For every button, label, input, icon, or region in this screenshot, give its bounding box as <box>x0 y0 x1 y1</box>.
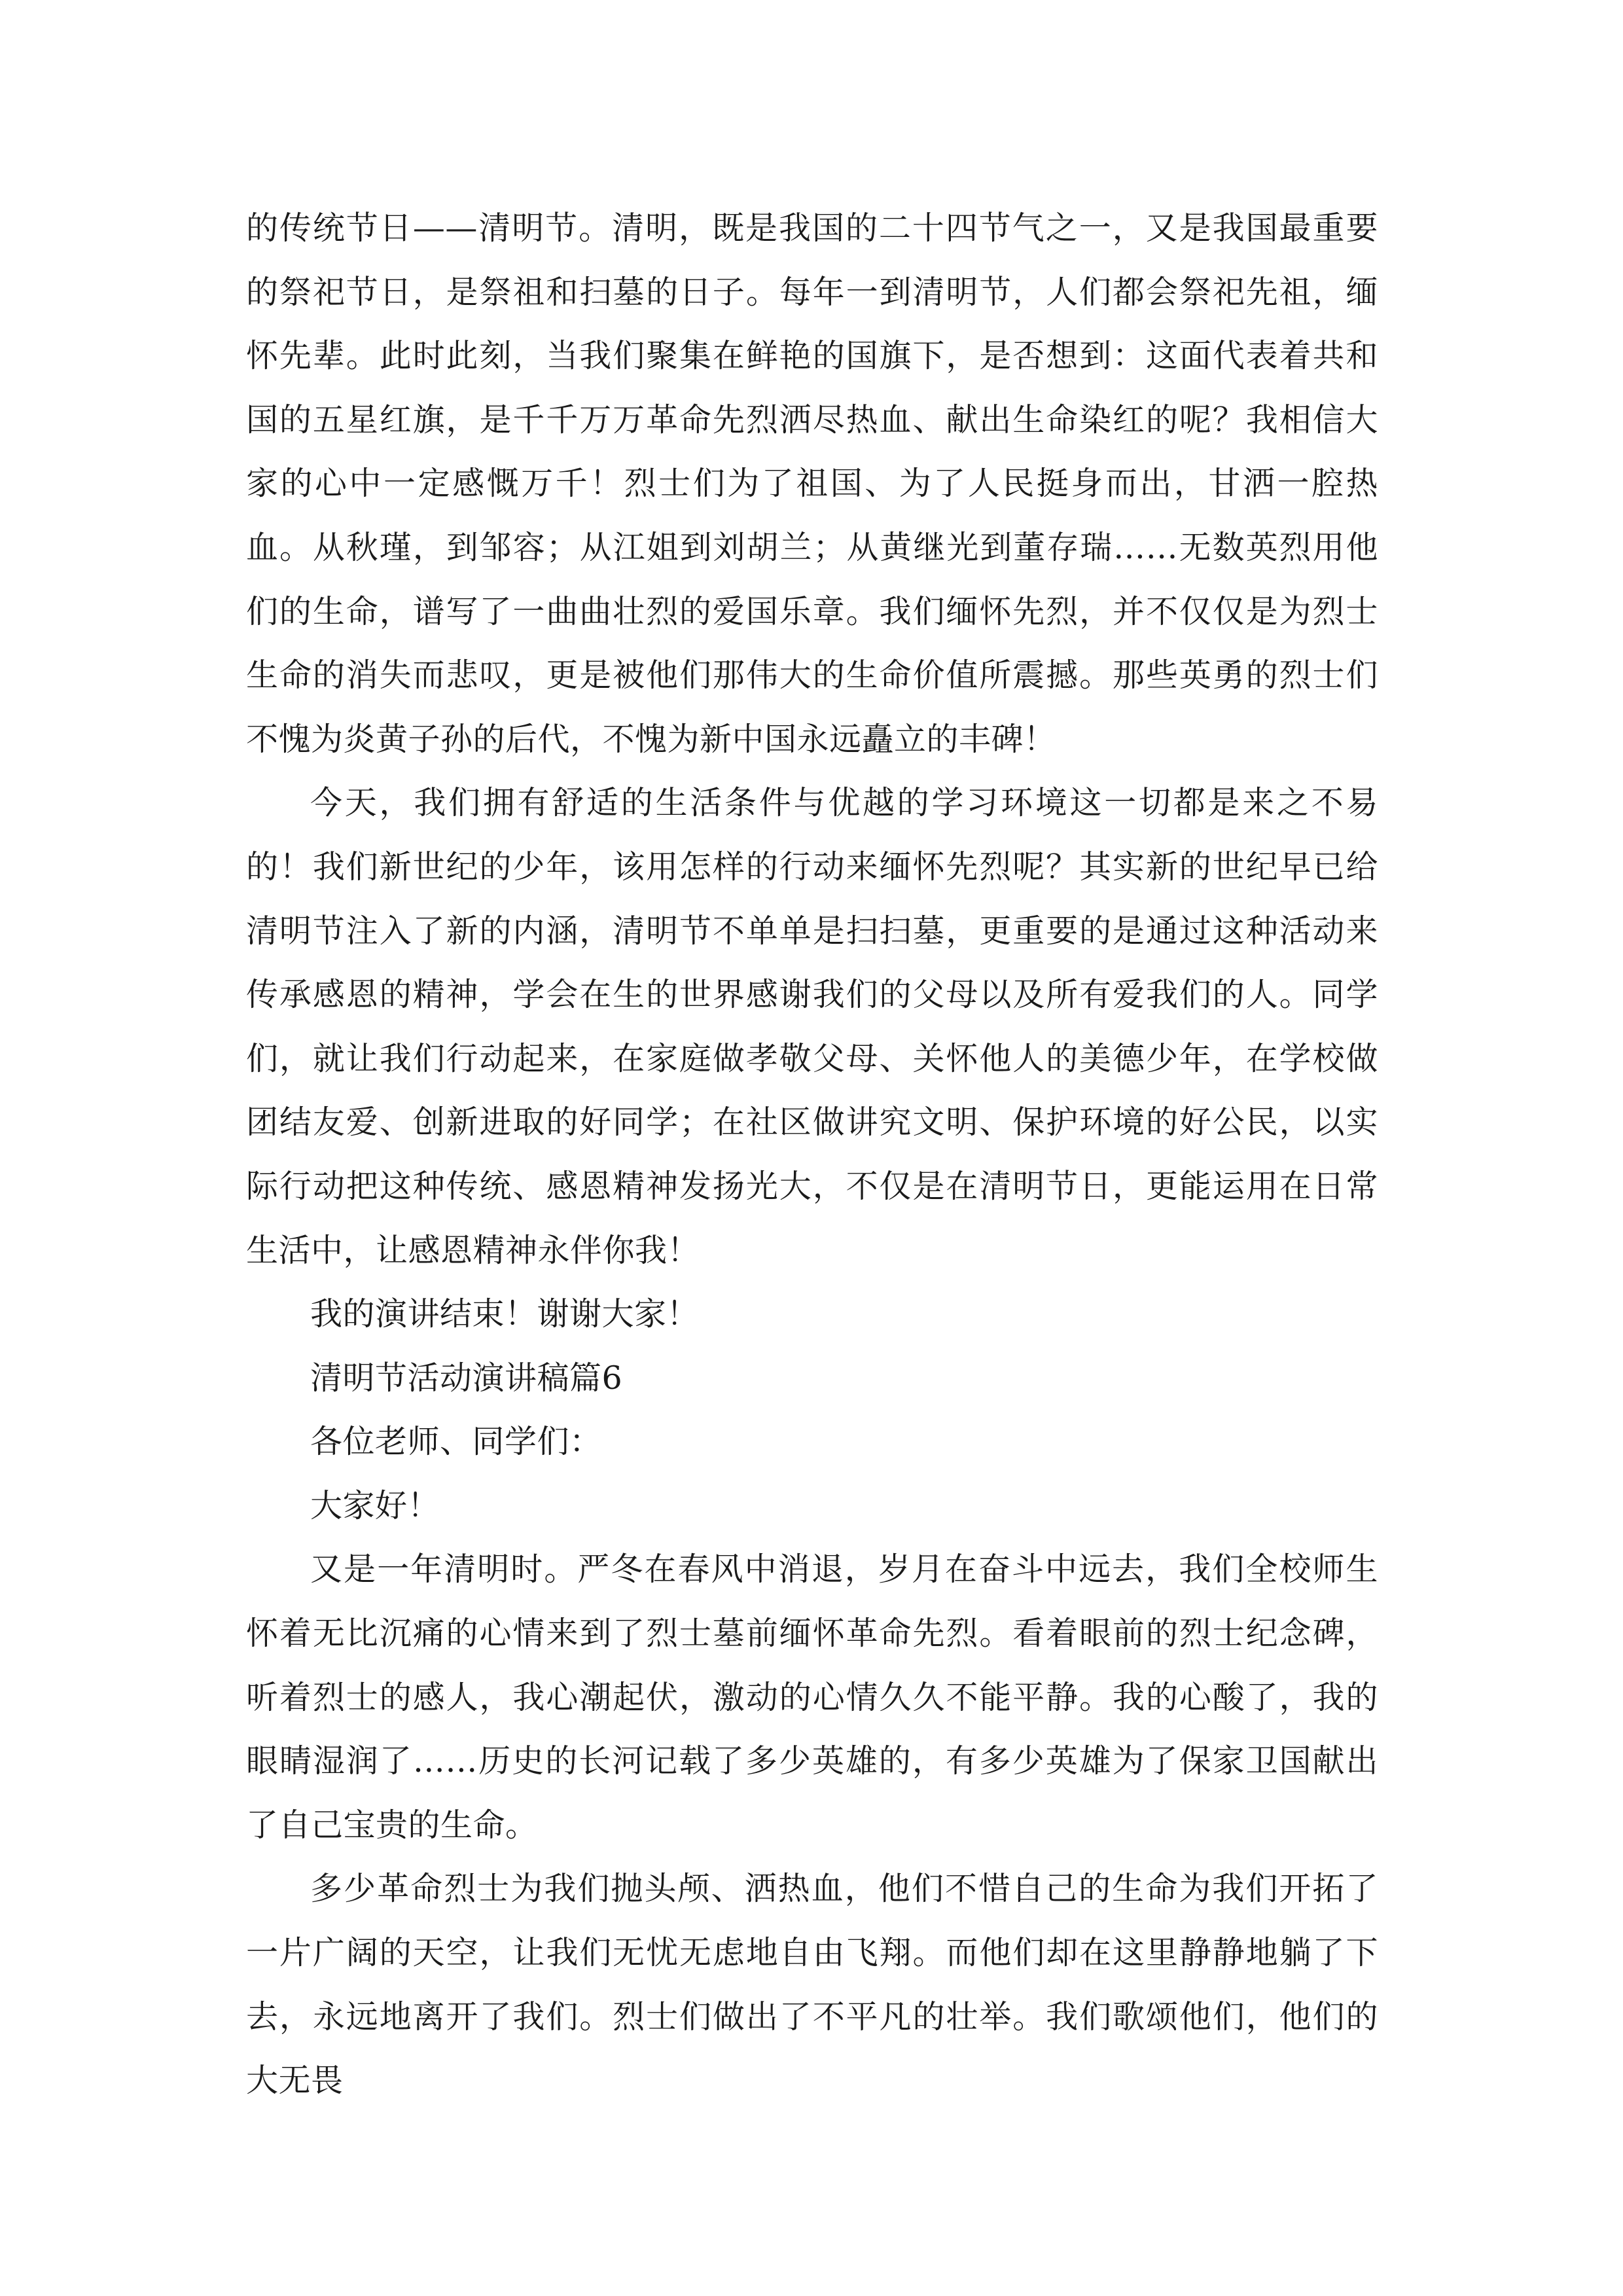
salutation: 各位老师、同学们： <box>310 1423 602 1461</box>
paragraph-continuation: 的传统节日——清明节。清明，既是我国的二十四节气之一，又是我国最重要的祭祀节日，是祭祖和扫墓的日子。每年一到清明节，人们都会祭祀先祖，缅怀先辈。此时此刻，当我们聚集在鲜艳的国旗下，是否想到：这面代表着共和国的五星红旗，是千千万万革命先烈洒尽热血、献出生命染红的呢？我相信大家的心中一定感慨万千！烈士们为了祖国、为了人民挺身而出，甘洒一腔热血。从秋瑾，到邹容；从江姐到刘胡兰；从黄继光到董存瑞……无数英烈用他们的生命，谱写了一曲曲壮烈的爱国乐章。我们缅怀先烈，并不仅仅是为烈士生命的消失而悲叹，更是被他们那伟大的生命价值所震撼。那些英勇的烈士们不愧为炎黄子孙的后代，不愧为新中国永远矗立的丰碑！ <box>246 209 1378 758</box>
greeting: 大家好！ <box>310 1486 440 1524</box>
paragraph: 多少革命烈士为我们抛头颅、洒热血，他们不惜自己的生命为我们开拓了一片广阔的天空，让我们无忧无虑地自由飞翔。而他们却在这里静静地躺了下去，永远地离开了我们。烈士们做出了不平凡的壮举。我们歌颂他们，他们的大无畏 <box>246 1870 1378 2100</box>
document-body <box>246 196 1378 2113</box>
closing-line: 我的演讲结束！谢谢大家！ <box>310 1295 700 1333</box>
paragraph: 又是一年清明时。严冬在春风中消退，岁月在奋斗中远去，我们全校师生怀着无比沉痛的心情来到了烈士墓前缅怀革命先烈。看着眼前的烈士纪念碑，听着烈士的感人，我心潮起伏，激动的心情久久不能平静。我的心酸了，我的眼睛湿润了……历史的长河记载了多少英雄的，有多少英雄为了保家卫国献出了自己宝贵的生命。 <box>246 1551 1378 1844</box>
section-heading: 清明节活动演讲稿篇6 <box>310 1359 623 1397</box>
paragraph: 今天，我们拥有舒适的生活条件与优越的学习环境这一切都是来之不易的！我们新世纪的少年，该用怎样的行动来缅怀先烈呢？其实新的世纪早已给清明节注入了新的内涵，清明节不单单是扫扫墓，更重要的是通过这种活动来传承感恩的精神，学会在生的世界感谢我们的父母以及所有爱我们的人。同学们，就让我们行动起来，在家庭做孝敬父母、关怀他人的美德少年，在学校做团结友爱、创新进取的好同学；在社区做讲究文明、保护环境的好公民，以实际行动把这种传统、感恩精神发扬光大，不仅是在清明节日，更能运用在日常生活中，让感恩精神永伴你我！ <box>246 784 1378 1269</box>
